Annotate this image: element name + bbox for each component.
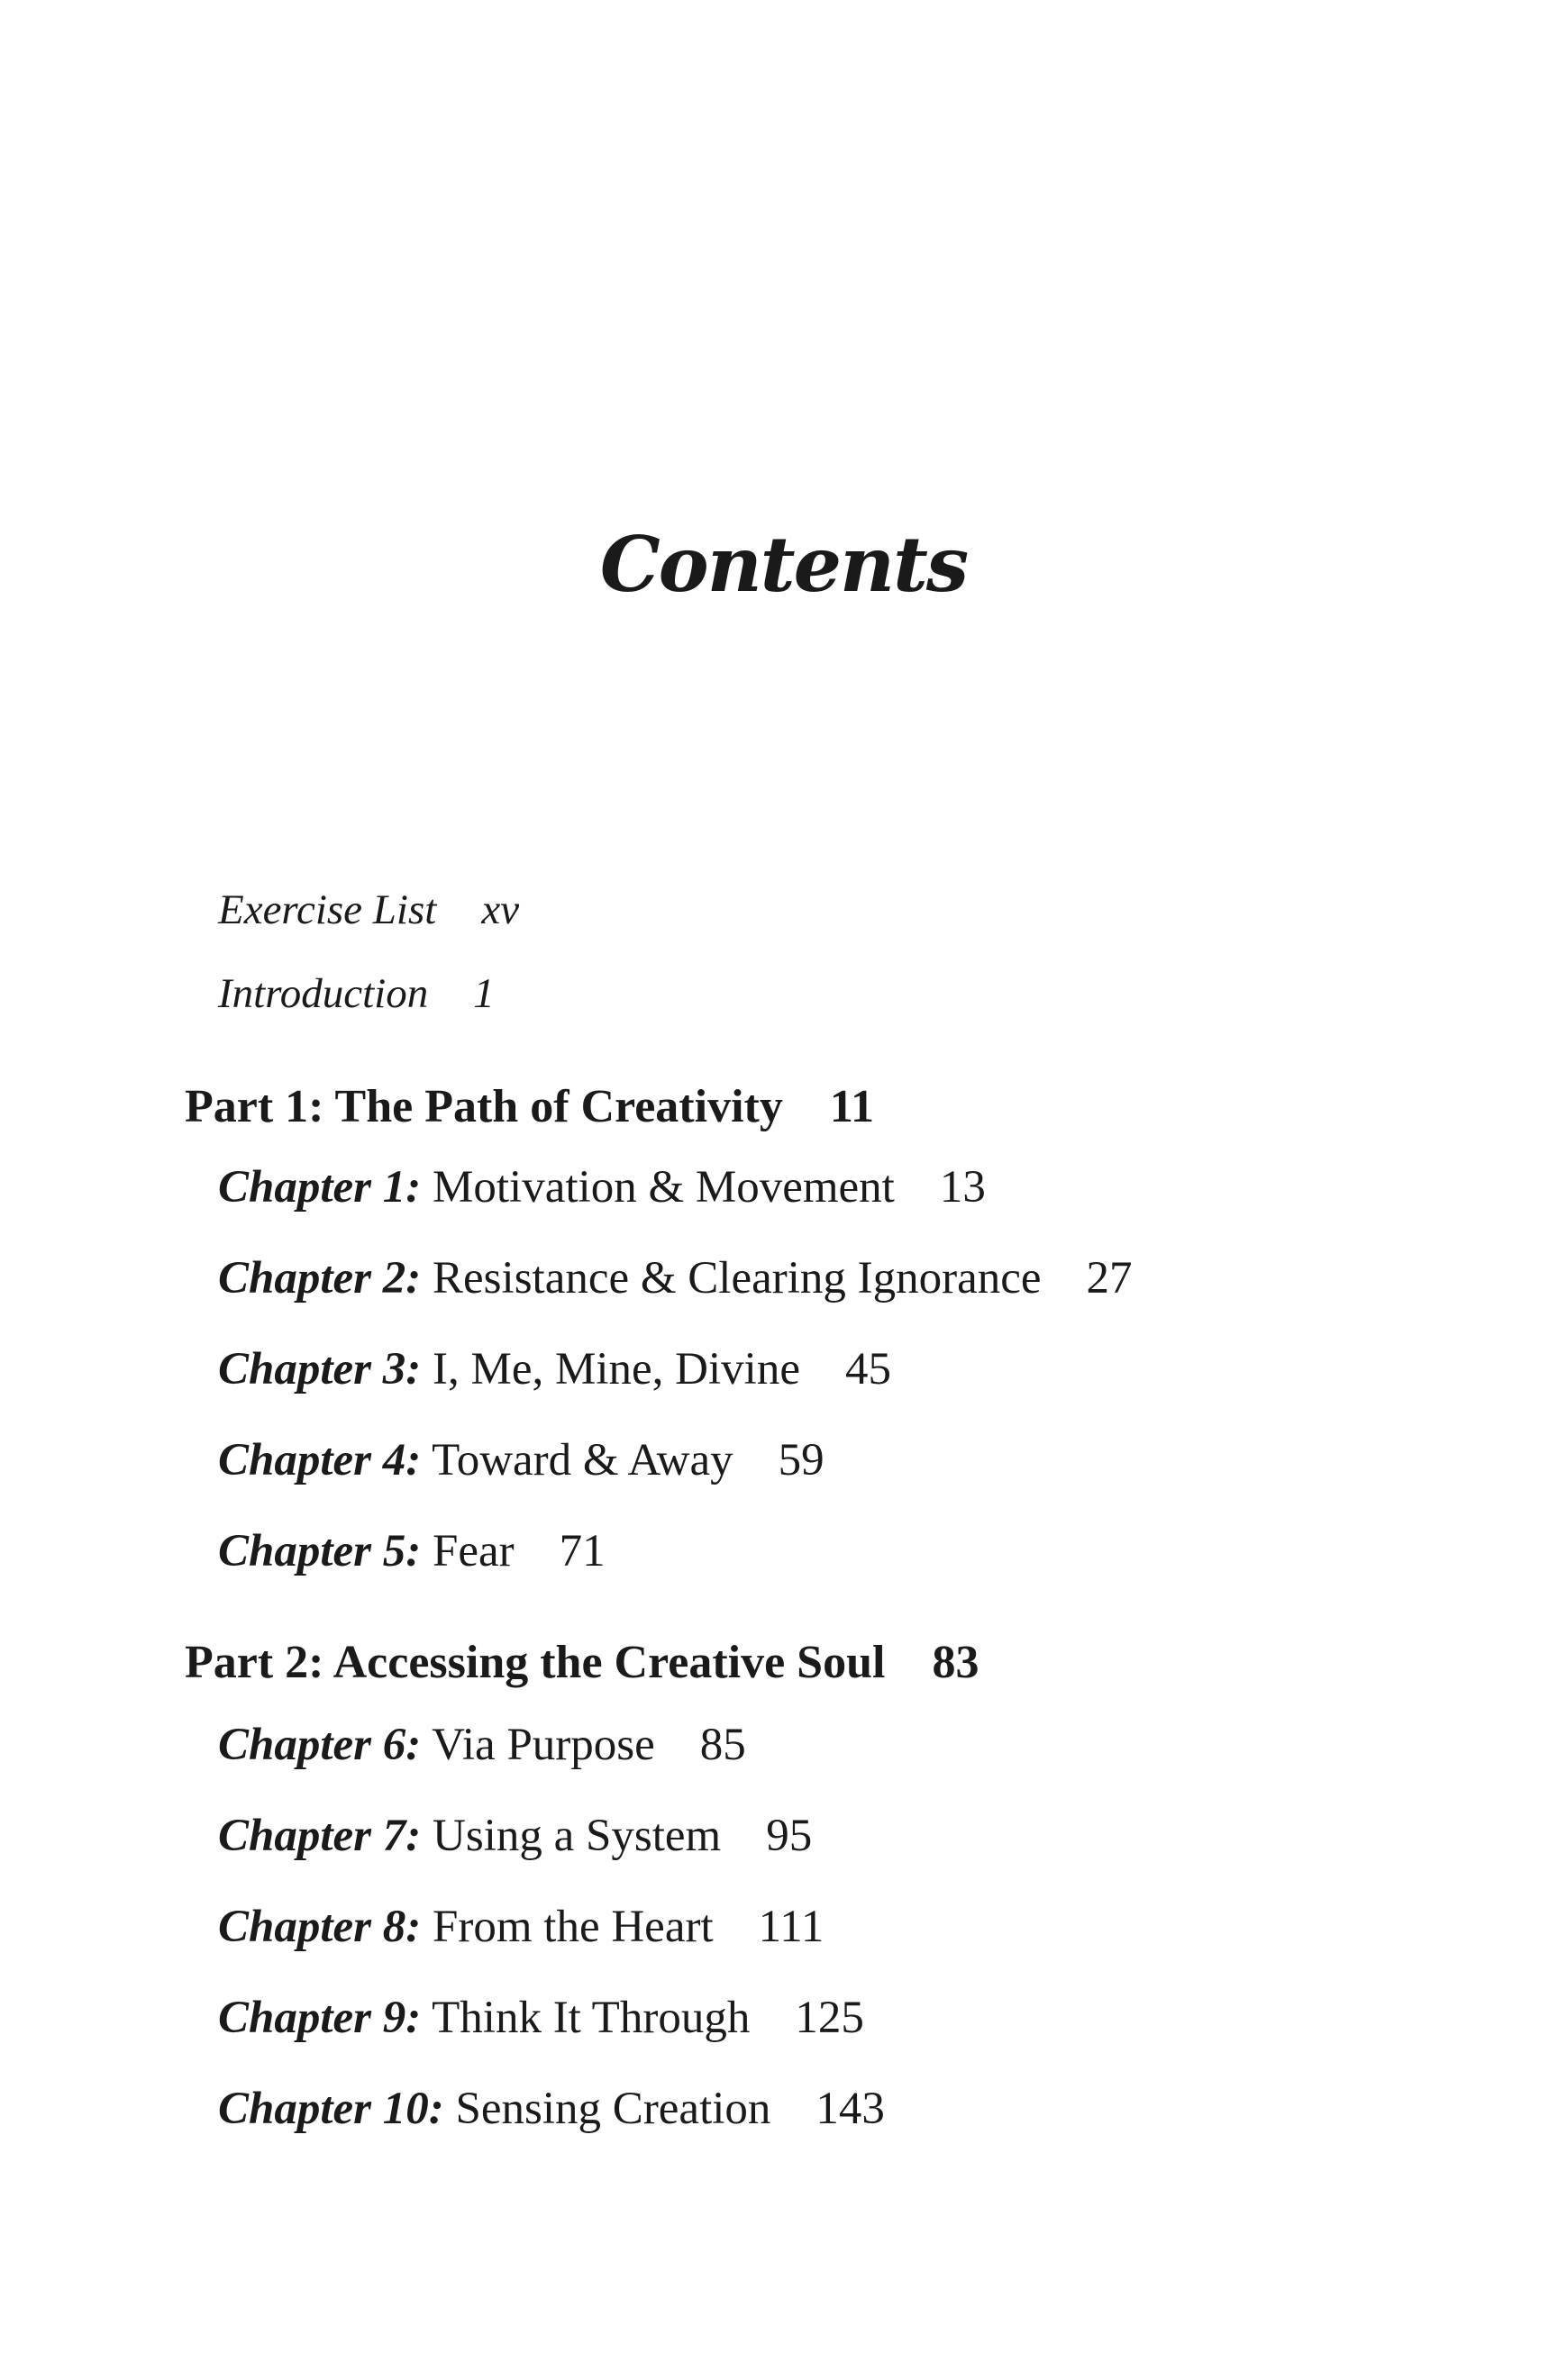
toc-chapter-7[interactable]	[218, 1813, 812, 1859]
toc-chapter-title: Via Purpose	[432, 1720, 655, 1770]
toc-entry-exercise-list[interactable]	[218, 886, 520, 933]
toc-page-number: 11	[829, 1081, 874, 1132]
toc-chapter-title: I, Me, Mine, Divine	[433, 1344, 800, 1394]
toc-page-number: 111	[758, 1902, 824, 1952]
toc-chapter-number: Chapter 3:	[218, 1344, 422, 1394]
toc-chapter-number: Chapter 10:	[218, 2084, 444, 2134]
toc-page-number: 27	[1086, 1253, 1133, 1304]
toc-chapter-number: Chapter 8:	[218, 1902, 422, 1952]
toc-page-number: xv	[481, 886, 520, 933]
toc-chapter-title: Resistance & Clearing Ignorance	[433, 1253, 1042, 1304]
toc-chapter-title: Motivation & Movement	[433, 1162, 895, 1213]
toc-chapter-title: Fear	[433, 1526, 515, 1576]
toc-chapter-number: Chapter 7:	[218, 1811, 422, 1861]
toc-chapter-number: Chapter 6:	[218, 1720, 422, 1770]
toc-chapter-number: Chapter 9:	[218, 1993, 422, 2043]
toc-chapter-2[interactable]	[218, 1253, 1133, 1304]
toc-page-number: 85	[699, 1720, 746, 1770]
toc-page-number: 83	[932, 1637, 979, 1688]
toc-part-1[interactable]	[185, 1081, 874, 1132]
toc-chapter-number: Chapter 4:	[218, 1435, 422, 1485]
toc-entry-introduction[interactable]	[218, 970, 495, 1017]
toc-page-number: 125	[795, 1993, 864, 2043]
toc-entry-label: Introduction	[218, 970, 429, 1017]
toc-chapter-1[interactable]	[218, 1162, 986, 1213]
toc-page-number: 45	[844, 1344, 891, 1394]
toc-page-number: 59	[778, 1435, 824, 1485]
toc-chapter-number: Chapter 1:	[218, 1162, 422, 1213]
toc-chapter-title: Toward & Away	[432, 1435, 733, 1485]
page-title: Contents	[599, 520, 968, 609]
toc-chapter-title: From the Heart	[433, 1902, 714, 1952]
toc-chapter-title: Sensing Creation	[455, 2084, 771, 2134]
toc-chapter-9[interactable]	[218, 1995, 864, 2041]
toc-chapter-6[interactable]	[218, 1722, 746, 1768]
toc-page-number: 13	[939, 1162, 986, 1213]
toc-chapter-title: Using a System	[433, 1811, 722, 1861]
toc-part-2[interactable]	[185, 1637, 979, 1688]
toc-chapter-title: Think It Through	[432, 1993, 751, 2043]
toc-chapter-5[interactable]	[218, 1526, 606, 1576]
toc-chapter-8[interactable]	[218, 1904, 824, 1950]
toc-chapter-number: Chapter 2:	[218, 1253, 422, 1304]
toc-part-label: Part 2: Accessing the Creative Soul	[185, 1637, 886, 1688]
toc-page-number: 95	[766, 1811, 813, 1861]
toc-part-label: Part 1: The Path of Creativity	[185, 1081, 783, 1132]
toc-page-number: 143	[815, 2084, 885, 2134]
toc-chapter-10[interactable]	[218, 2086, 885, 2132]
toc-chapter-number: Chapter 5:	[218, 1526, 422, 1576]
toc-entry-label: Exercise List	[218, 886, 437, 933]
toc-chapter-3[interactable]	[218, 1344, 891, 1394]
toc-page-number: 1	[473, 970, 495, 1017]
toc-chapter-4[interactable]	[218, 1435, 824, 1485]
toc-page-number: 71	[559, 1526, 606, 1576]
